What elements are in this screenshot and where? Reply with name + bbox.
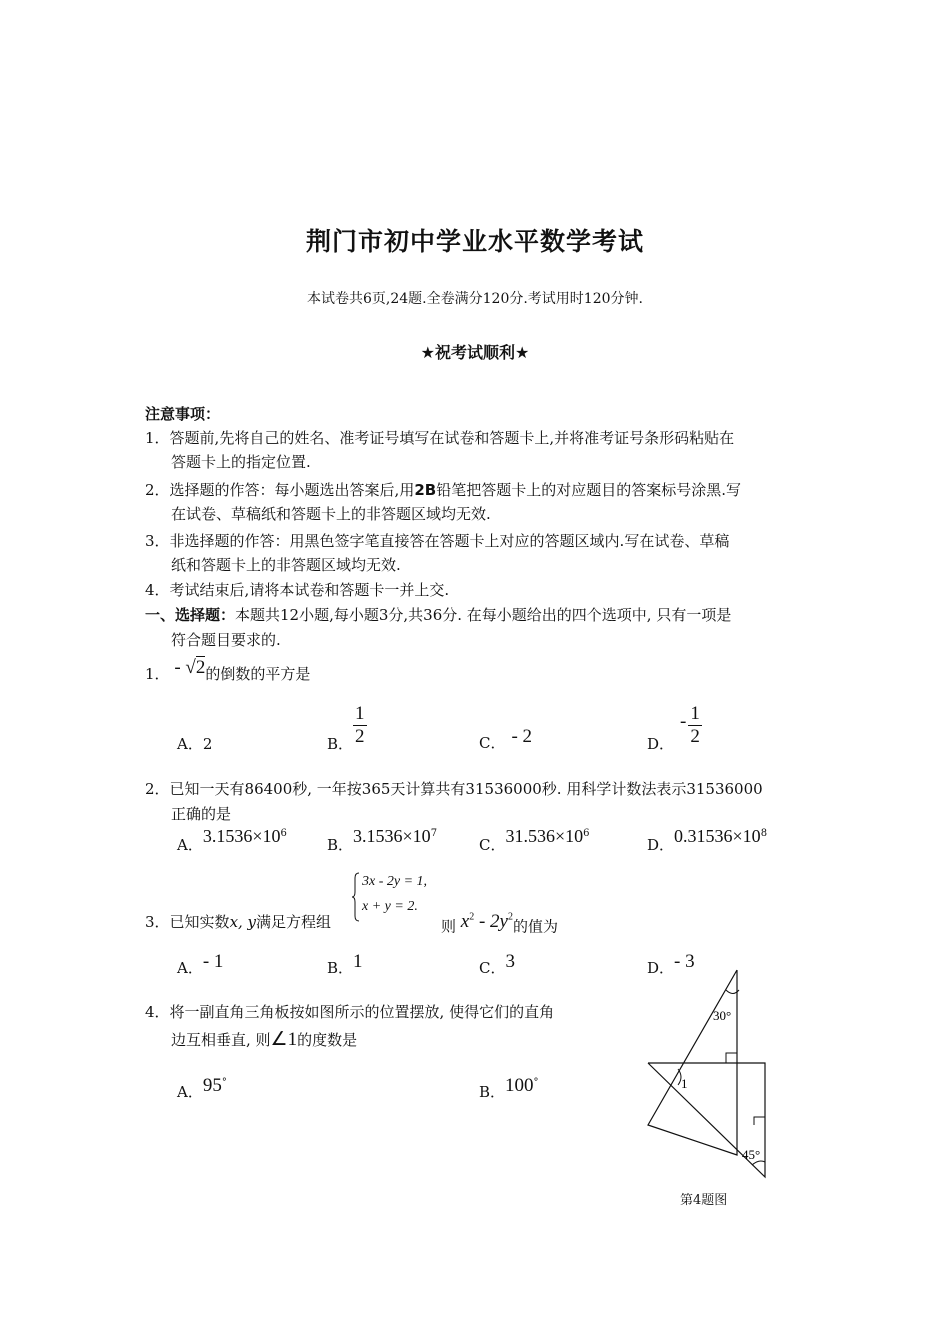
exam-info: 本试卷共6页,24题.全卷满分120分.考试用时120分钟. [307, 291, 643, 307]
right-angle-mark [754, 1117, 765, 1125]
expr-part: - 2y [474, 911, 508, 933]
label-45: 45° [742, 1147, 761, 1162]
notice-text: 考试结束后,请将本试卷和答题卡一并上交. [169, 581, 450, 599]
q3-text: 的值为 [513, 917, 559, 936]
equation-1: 3x - 2y = 1, [362, 874, 428, 889]
notice-text: 非选择题的作答：用黑色签字笔直接答在答题卡上对应的答题区域内.写在试卷、草稿 [169, 532, 730, 550]
q2-text: 已知一天有86400秒, 一年按365天计算共有31536000秒. 用科学计数法表示31536000 [169, 780, 763, 798]
radicand: 2 [195, 657, 206, 678]
q3-option-b[interactable] [327, 951, 363, 977]
question-num: 4． [145, 1003, 170, 1021]
option-exponent: 6 [280, 828, 287, 839]
notice-item-1 [145, 426, 734, 450]
system-brace [352, 872, 358, 922]
option-label: A． [177, 836, 203, 854]
option-label: A． [177, 735, 203, 753]
q1-text: 的倒数的平方是 [205, 665, 311, 683]
section-text-cont: 符合题目要求的. [171, 631, 281, 649]
page-title: 荆门市初中学业水平数学考试 [305, 227, 644, 256]
degree-symbol: ° [221, 1077, 227, 1088]
brace-icon [352, 872, 360, 922]
option-value: 2 [202, 735, 213, 753]
numerator: 1 [690, 703, 700, 724]
q3-option-a[interactable] [177, 951, 224, 977]
q3-text: 则 [441, 917, 457, 936]
notice-heading: 注意事项： [145, 405, 221, 423]
q1-option-b[interactable] [327, 703, 367, 754]
q1-expression: - √2 [174, 657, 206, 678]
question-2 [145, 777, 763, 801]
option-value: - 2 [511, 726, 533, 747]
q2-option-b[interactable] [327, 826, 438, 854]
question-num: 3． [145, 913, 170, 931]
q1-option-d[interactable] [647, 703, 702, 754]
option-exponent: 7 [430, 828, 438, 839]
option-value: 1 [353, 951, 363, 972]
notice-num: 2． [145, 481, 170, 499]
notice-item-3-cont: 纸和答题卡上的非答题区域均无效. [171, 556, 401, 574]
notice-text: 铅笔把答题卡上的对应题目的答案标号涂黑.写 [436, 481, 741, 499]
option-label: C． [479, 959, 506, 977]
option-label: D． [647, 735, 675, 753]
notice-item-4 [145, 578, 449, 602]
q3-text: 已知实数 [169, 913, 230, 931]
expr-part: x [460, 911, 470, 933]
triangle-figure [640, 965, 780, 1185]
option-exponent: 8 [760, 828, 768, 839]
option-value: - 3 [674, 951, 695, 972]
fraction [353, 703, 367, 748]
question-1 [145, 657, 311, 686]
q3-tail [441, 910, 558, 938]
q4-text: 的度数是 [297, 1031, 358, 1049]
option-base: 3.1536×10 [202, 826, 281, 846]
option-value: 3 [505, 951, 515, 972]
option-label: A． [177, 959, 203, 977]
figure-caption: 第4题图 [680, 1193, 728, 1208]
option-value: 95 [202, 1075, 222, 1096]
numerator: 1 [355, 703, 365, 724]
notice-item-3 [145, 529, 729, 553]
minus-sign: - [174, 657, 181, 678]
exponent: 2 [508, 912, 513, 923]
label-1: 1 [681, 1076, 688, 1091]
notice-text: 选择题的作答：每小题选出答案后,用 [169, 481, 415, 499]
notice-num: 4． [145, 581, 170, 599]
option-exponent: 6 [583, 828, 590, 839]
q2-option-c[interactable] [479, 826, 590, 854]
angle-symbol: ∠1 [270, 1029, 298, 1050]
option-base: 31.536×10 [505, 826, 584, 846]
q1-option-a[interactable] [177, 733, 212, 754]
option-base: 0.31536×10 [674, 826, 761, 846]
denominator: 2 [355, 726, 365, 747]
notice-text: 答题前,先将自己的姓名、准考证号填写在试卷和答题卡上,并将准考证号条形码粘贴在 [169, 429, 735, 447]
option-label: C． [479, 734, 506, 752]
q2-text-cont: 正确的是 [171, 805, 232, 823]
denominator: 2 [690, 726, 700, 747]
q3-vars: x, y [229, 913, 257, 931]
q3-option-c[interactable] [479, 951, 515, 977]
equation-2: x + y = 2. [362, 899, 418, 914]
question-num: 1． [145, 665, 170, 683]
notice-num: 3． [145, 532, 170, 550]
option-value: 100 [505, 1075, 534, 1096]
option-value: - 1 [202, 951, 224, 972]
minus-sign: - [680, 711, 687, 732]
question-num: 2． [145, 780, 170, 798]
right-angle-mark [726, 1053, 737, 1063]
q4-option-b[interactable] [479, 1075, 539, 1101]
fraction [688, 703, 702, 748]
option-label: B． [327, 836, 354, 854]
option-base: 3.1536×10 [353, 826, 431, 846]
q3-text: 满足方程组 [256, 913, 332, 931]
pencil-grade: 2B [414, 481, 437, 499]
q3-expression [461, 911, 513, 932]
notice-item-2 [145, 478, 741, 502]
degree-symbol: ° [533, 1077, 539, 1088]
q4-option-a[interactable] [177, 1075, 227, 1101]
good-luck-banner: ★祝考试顺利★ [420, 343, 530, 362]
set-squares-diagram [640, 965, 780, 1185]
label-30: 30° [713, 1008, 732, 1023]
section-heading [145, 603, 731, 627]
option-label: D． [647, 959, 675, 977]
q2-option-d[interactable] [647, 826, 768, 854]
option-label: D． [647, 836, 675, 854]
option-label: A． [177, 1083, 203, 1101]
notice-num: 1． [145, 429, 170, 447]
exponent: 2 [469, 912, 475, 923]
question-4 [145, 1000, 554, 1024]
q2-option-a[interactable] [177, 826, 287, 854]
q4-text: 将一副直角三角板按如图所示的位置摆放, 使得它们的直角 [169, 1003, 555, 1021]
notice-item-2-cont: 在试卷、草稿纸和答题卡上的非答题区域均无效. [171, 505, 491, 523]
option-label: B． [479, 1083, 506, 1101]
option-label: B． [327, 735, 354, 753]
question-3 [145, 910, 331, 934]
notice-item-1-cont: 答题卡上的指定位置. [171, 453, 311, 471]
q4-text: 边互相垂直, 则 [171, 1031, 271, 1049]
section-label: 一、选择题： [145, 606, 236, 624]
q1-option-c[interactable] [479, 726, 533, 752]
q4-text-cont [171, 1028, 357, 1052]
option-label: B． [327, 959, 354, 977]
section-text: 本题共12小题,每小题3分,共36分. 在每小题给出的四个选项中, 只有一项是 [235, 606, 732, 624]
option-label: C． [479, 836, 506, 854]
